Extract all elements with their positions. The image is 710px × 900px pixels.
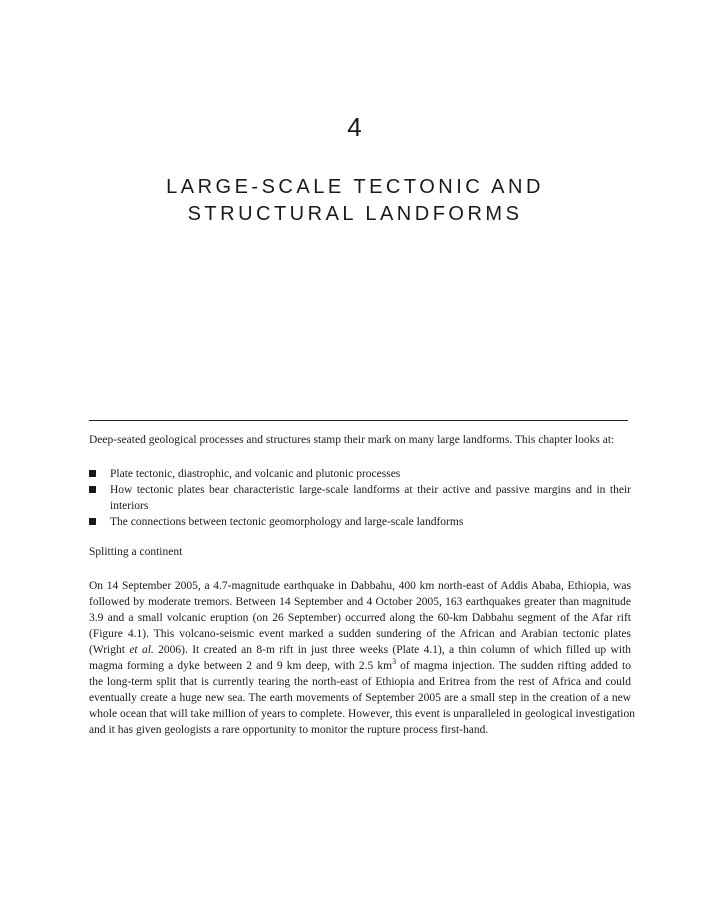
chapter-number: 4 (347, 112, 363, 142)
body-line (89, 642, 631, 658)
chapter-title (0, 174, 710, 228)
body-fragment: (Wright (89, 644, 130, 656)
section-heading: Splitting a continent (89, 546, 183, 558)
section-divider (89, 420, 628, 421)
list-item (89, 466, 631, 482)
body-line: whole ocean that will take million of years to complete. However, this event is unparalleled in geological investigation (89, 708, 635, 720)
body-line (89, 658, 631, 674)
list-item-text: Plate tectonic, diastrophic, and volcanic and plutonic processes (110, 468, 401, 480)
section-body (89, 578, 635, 738)
body-line: 3.9 and a small volcanic eruption (on 26 September) occurred along the 60-km Dabbahu segment of the Afar rift (89, 612, 631, 624)
body-line: the long-term split that is currently tearing the north-east of Ethiopia and Eritrea from the rest of Africa and could (89, 676, 631, 688)
square-bullet-icon (89, 470, 96, 477)
chapter-topics-list (89, 466, 631, 530)
chapter-title-line-1: LARGE-SCALE TECTONIC AND (166, 176, 544, 198)
body-fragment: magma forming a dyke between 2 and 9 km deep, with 2.5 km (89, 660, 393, 672)
list-item (89, 482, 631, 514)
body-line: eventually create a huge new sea. The earth movements of September 2005 are a small step in the creation of a new (89, 692, 631, 704)
citation-et-al: et al. (129, 644, 154, 656)
square-bullet-icon (89, 518, 96, 525)
body-fragment: of magma injection. The sudden rifting added to (396, 660, 631, 672)
square-bullet-icon (89, 486, 96, 493)
body-line: On 14 September 2005, a 4.7-magnitude earthquake in Dabbahu, 400 km north-east of Addis Ababa, Ethiopia, was (89, 580, 631, 592)
chapter-title-line-2: STRUCTURAL LANDFORMS (187, 203, 523, 225)
body-fragment: 2006). It created an 8-m rift in just three weeks (Plate 4.1), a thin column of which filled up with (153, 644, 631, 656)
body-line: (Figure 4.1). This volcano-seismic event marked a sudden sundering of the African and Arabian tectonic plates (89, 628, 631, 640)
body-line: followed by moderate tremors. Between 14 September and 4 October 2005, 163 earthquakes greater than magnitude (89, 596, 631, 608)
list-item-text: How tectonic plates bear characteristic large-scale landforms at their active and passive margins and in their interiors (110, 484, 631, 512)
superscript-exponent: 3 (392, 657, 397, 667)
chapter-intro: Deep-seated geological processes and structures stamp their mark on many large landforms. This chapter looks at: (89, 434, 615, 446)
body-line: and it has given geologists a rare opportunity to monitor the rupture process first-hand. (89, 724, 489, 736)
list-item-text: The connections between tectonic geomorphology and large-scale landforms (110, 516, 464, 528)
list-item (89, 514, 631, 530)
